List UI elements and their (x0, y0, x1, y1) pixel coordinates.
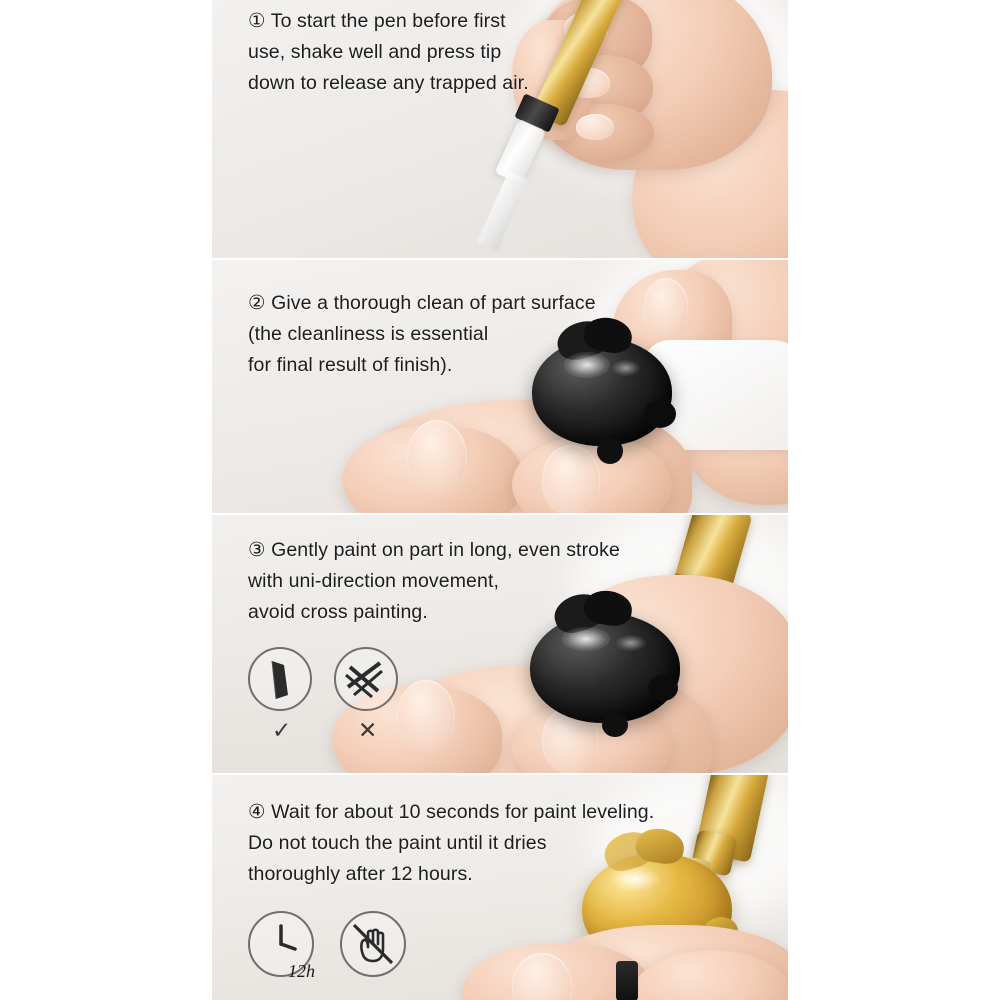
clock-duration-label: 12h (288, 961, 315, 981)
step-3-icons (248, 647, 468, 757)
step-1-line-2: use, shake well and press tip (248, 41, 502, 63)
single-stroke-icon (248, 647, 312, 711)
step-1-caption (248, 6, 529, 99)
pen-tip (477, 171, 529, 251)
check-mark: ✓ (272, 717, 292, 743)
instruction-panels (212, 0, 788, 1000)
step-3-panel (212, 515, 788, 773)
cross-hatch-stroke-icon (334, 647, 398, 711)
step-4-icons (248, 911, 468, 1000)
step-4-panel (212, 775, 788, 1000)
cross-mark: ✕ (358, 717, 378, 743)
step-4-line-1: ④ Wait for about 10 seconds for paint leveling. (248, 801, 655, 823)
step-3-caption (248, 535, 620, 628)
step-4-line-2: Do not touch the paint until it dries (248, 832, 547, 854)
no-touch-hand-glyph (342, 913, 404, 975)
step-2-line-3: for final result of finish). (248, 354, 453, 376)
step-3-line-2: with uni-direction movement, (248, 570, 499, 592)
step-2-caption (248, 288, 596, 381)
cross-hatch-glyph (336, 649, 396, 709)
black-part (530, 613, 680, 723)
step-2-panel (212, 260, 788, 513)
step-2-line-2: (the cleanliness is essential (248, 323, 489, 345)
step-4-line-3: thoroughly after 12 hours. (248, 863, 473, 885)
no-touch-hand-icon (340, 911, 406, 977)
step-3-line-1: ③ Gently paint on part in long, even stroke (248, 539, 620, 561)
step-3-line-3: avoid cross painting. (248, 601, 428, 623)
step-2-line-1: ② Give a thorough clean of part surface (248, 292, 596, 314)
single-stroke-glyph (250, 649, 310, 709)
step-1-line-3: down to release any trapped air. (248, 72, 529, 94)
step-4-caption (248, 797, 654, 890)
step-1-panel (212, 0, 788, 258)
step-1-line-1: ① To start the pen before first (248, 10, 506, 32)
